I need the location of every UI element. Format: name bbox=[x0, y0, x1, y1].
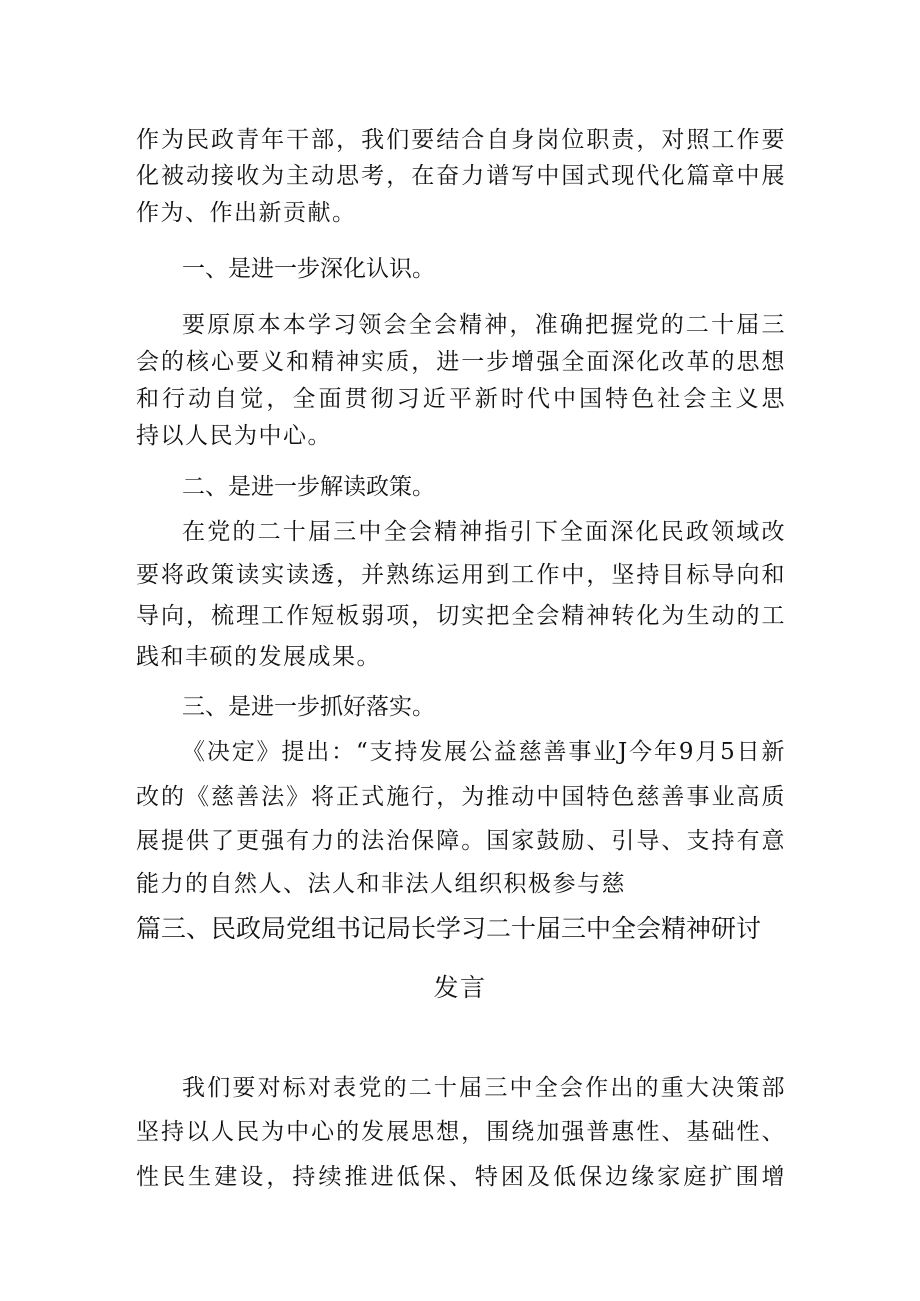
closing-line-2: 坚持以人民为中心的发展思想，围绕加强普惠性、基础性、 bbox=[136, 1119, 786, 1145]
section-2-line-2: 要将政策读实读透，并熟练运用到工作中，坚持目标导向和 bbox=[136, 562, 786, 588]
section-2-heading: 二、是进一步解读政策。 bbox=[182, 474, 435, 500]
article-title-continued: 发言 bbox=[433, 973, 487, 1002]
section-2-line-4: 践和丰硕的发展成果。 bbox=[136, 644, 381, 670]
section-3-heading: 三、是进一步抓好落实。 bbox=[182, 694, 435, 720]
section-3-line-2: 改的《慈善法》将正式施行，为推动中国特色慈善事业高质 bbox=[136, 784, 786, 810]
closing-line-1: 我们要对标对表党的二十届三中全会作出的重大决策部 bbox=[182, 1075, 786, 1101]
section-3-line-3: 展提供了更强有力的法治保障。国家鼓励、引导、支持有意 bbox=[136, 828, 786, 854]
intro-line-1: 作为民政青年干部，我们要结合自身岗位职责，对照工作要 bbox=[136, 127, 786, 153]
section-2-line-1: 在党的二十届三中全会精神指引下全面深化民政领域改 bbox=[182, 519, 786, 545]
intro-line-3: 作为、作出新贡献。 bbox=[136, 200, 357, 226]
section-1-line-3: 和行动自觉，全面贯彻习近平新时代中国特色社会主义思 bbox=[136, 386, 786, 412]
section-2-line-3: 导向，梳理工作短板弱项，切实把全会精神转化为生动的工 bbox=[136, 603, 786, 629]
intro-line-2: 化被动接收为主动思考，在奋力谱写中国式现代化篇章中展 bbox=[136, 163, 786, 189]
section-3-line-1: 《决定》提出：“支持发展公益慈善事业J今年9月5日新 bbox=[182, 739, 786, 765]
section-1-line-1: 要原原本本学习领会全会精神，准确把握党的二十届三 bbox=[182, 312, 786, 338]
section-1-line-4: 持以人民为中心。 bbox=[136, 423, 332, 449]
section-1-line-2: 会的核心要义和精神实质，进一步增强全面深化改革的思想 bbox=[136, 349, 786, 375]
closing-line-3: 性民生建设，持续推进低保、特困及低保边缘家庭扩围增 bbox=[136, 1164, 786, 1190]
article-title: 篇三、民政局党组书记局长学习二十届三中全会精神研讨 bbox=[136, 914, 762, 943]
section-3-line-4: 能力的自然人、法人和非法人组织积极参与慈 bbox=[136, 871, 626, 897]
section-1-heading: 一、是进一步深化认识。 bbox=[182, 256, 435, 282]
